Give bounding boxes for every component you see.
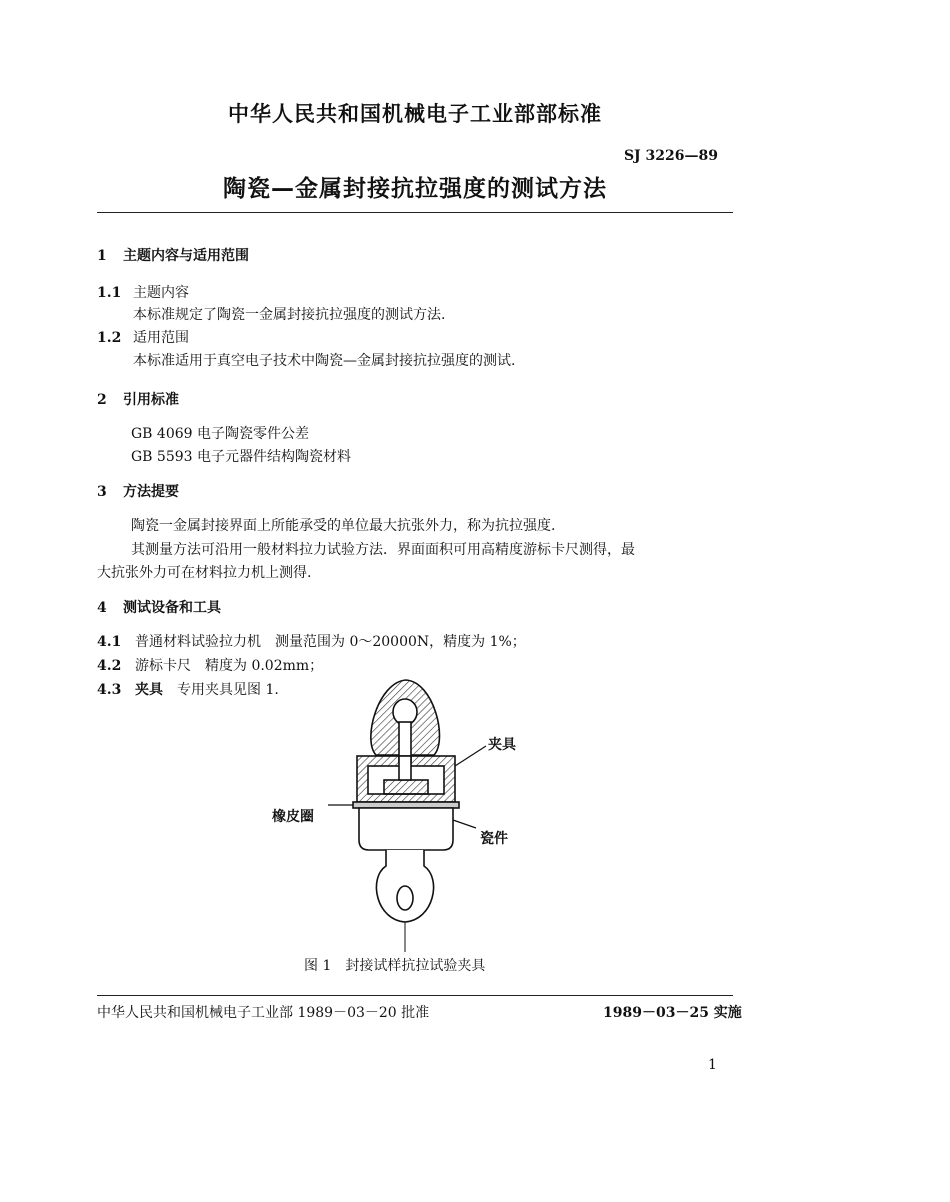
section-title: 方法提要 [123, 484, 179, 500]
section-title: 测试设备和工具 [123, 600, 221, 616]
top-hook-hole [393, 699, 417, 725]
item-number: 4.3 [97, 682, 122, 698]
section-1-heading [97, 246, 249, 266]
item-description: 测量范围为 0～20000N，精度为 1%； [275, 634, 526, 650]
item-description: 精度为 0.02mm； [205, 658, 324, 674]
section-2-heading [97, 390, 179, 410]
section-1-2-heading [97, 328, 189, 348]
section-4-heading [97, 598, 221, 618]
section-1-2-body: 本标准适用于真空电子技术中陶瓷—金属封接抗拉强度的测试. [133, 353, 516, 369]
title-rule [97, 212, 733, 213]
ceramic-part [359, 808, 453, 850]
fixture-insert [384, 780, 428, 794]
item-name: 游标卡尺 [135, 658, 191, 674]
page-number: 1 [708, 1057, 717, 1073]
reference-standard-1: GB 4069 电子陶瓷零件公差 [131, 426, 310, 442]
implementation-date: 1989－03－25 实施 [603, 1005, 742, 1021]
item-number: 4.2 [97, 658, 122, 674]
issuing-organization: 中华人民共和国机械电子工业部部标准 [228, 102, 602, 126]
fixture-leader-line [455, 746, 486, 766]
figure-caption: 图 1 封接试样抗拉试验夹具 [304, 958, 486, 974]
section-number: 1 [97, 248, 107, 264]
item-number: 4.1 [97, 634, 122, 650]
section-title: 主题内容与适用范围 [123, 248, 249, 264]
item-name: 普通材料试验拉力机 [135, 634, 261, 650]
section-number: 2 [97, 392, 107, 408]
label-rubber-ring: 橡皮圈 [272, 809, 314, 825]
document-title: 陶瓷—金属封接抗拉强度的测试方法 [223, 176, 607, 202]
standard-code: SJ 3226—89 [623, 148, 718, 164]
equipment-item-1 [97, 632, 526, 652]
section-title: 引用标准 [123, 392, 179, 408]
section-3-heading [97, 482, 179, 502]
approval-note: 中华人民共和国机械电子工业部 1989－03－20 批准 [97, 1005, 430, 1021]
section-title: 主题内容 [133, 285, 189, 301]
reference-standard-2: GB 5593 电子元器件结构陶瓷材料 [131, 449, 352, 465]
section-3-paragraph-2-line-1: 其测量方法可沿用一般材料拉力试验方法．界面面积可用高精度游标卡尺测得，最 [131, 542, 635, 558]
ceramic-leader-line [453, 820, 476, 828]
section-1-1-body: 本标准规定了陶瓷一金属封接抗拉强度的测试方法. [133, 307, 446, 323]
item-description: 专用夹具见图 1. [177, 682, 279, 698]
section-number: 1.2 [97, 330, 122, 346]
bottom-hook-hole [397, 886, 413, 910]
section-title: 适用范围 [133, 330, 189, 346]
rubber-ring-plate [353, 802, 459, 808]
section-number: 4 [97, 600, 107, 616]
label-ceramic-part: 瓷件 [480, 831, 508, 847]
section-number: 1.1 [97, 285, 122, 301]
label-fixture: 夹具 [488, 737, 516, 753]
section-1-1-heading [97, 283, 189, 303]
section-3-paragraph-1: 陶瓷一金属封接界面上所能承受的单位最大抗张外力，称为抗拉强度. [131, 518, 556, 534]
footer-rule [97, 995, 733, 996]
item-name: 夹具 [135, 682, 163, 698]
section-3-paragraph-2-line-2: 大抗张外力可在材料拉力机上测得. [97, 565, 312, 581]
section-number: 3 [97, 484, 107, 500]
